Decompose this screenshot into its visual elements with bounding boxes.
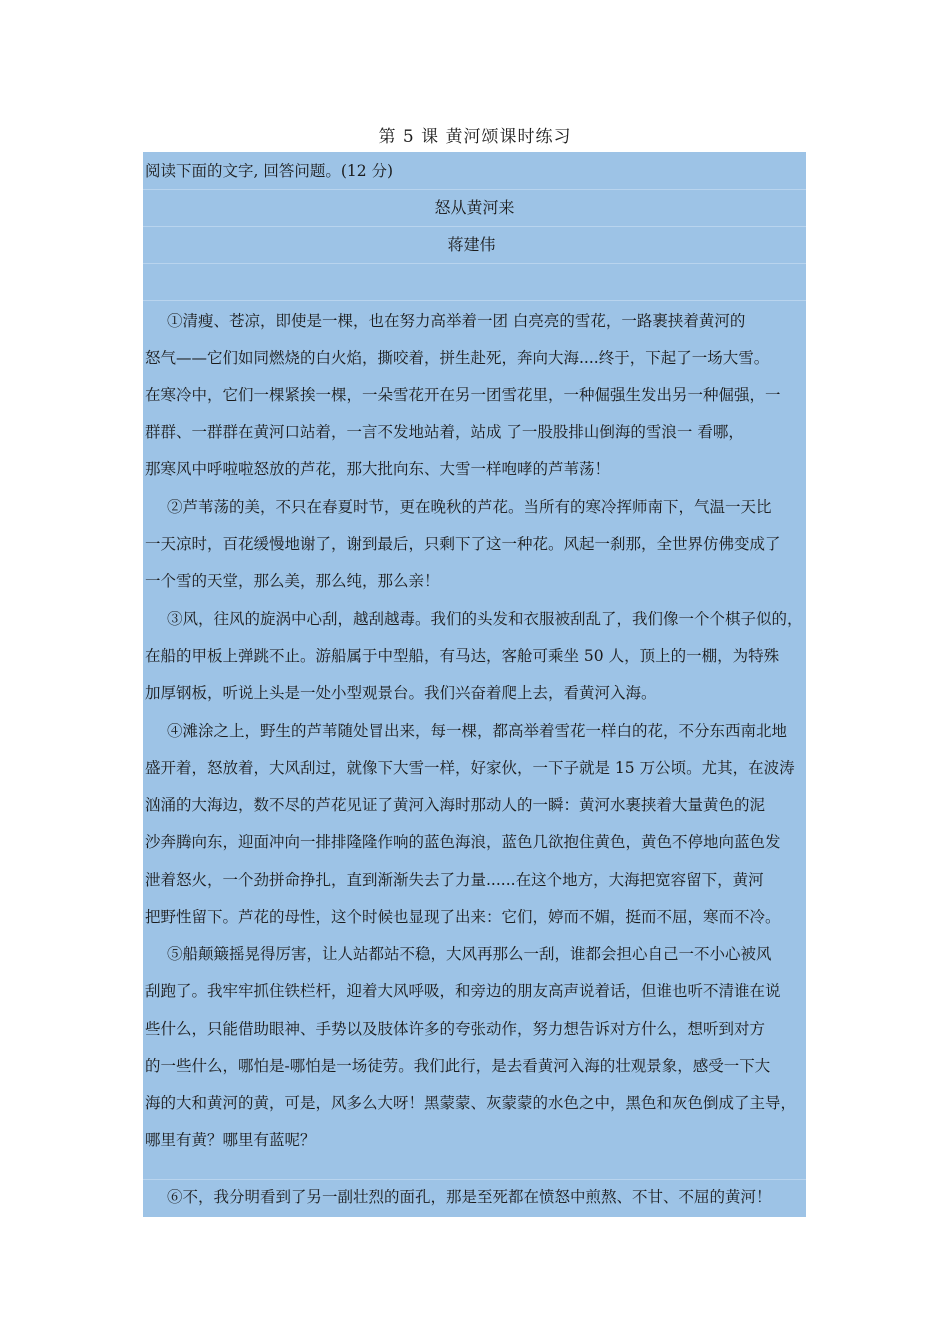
row-divider <box>143 1179 806 1180</box>
article-line: 哪里有黄？哪里有蓝呢？ <box>145 1131 316 1149</box>
row-divider <box>143 263 806 264</box>
row-divider <box>143 300 806 301</box>
article-line: 刮跑了。我牢牢抓住铁栏杆，迎着大风呼吸，和旁边的朋友高声说着话，但谁也听不清谁在说 <box>145 982 781 1000</box>
article-line: 海的大和黄河的黄，可是，风多么大呀！黑蒙蒙、灰蒙蒙的水色之中，黑色和灰色倒成了主导， <box>145 1094 797 1112</box>
article-line: 汹涌的大海边，数不尽的芦花见证了黄河入海时那动人的一瞬：黄河水裹挟着大量黄色的泥 <box>145 796 766 814</box>
article-author: 蒋建伟 <box>447 235 496 254</box>
article-title: 怒从黄河来 <box>434 198 515 217</box>
question-instruction: 阅读下面的文字, 回答问题。(12 分) <box>145 162 394 180</box>
article-line: 怒气——它们如同燃烧的白火焰，撕咬着，拼生赴死，奔向大海....终于，下起了一场大雪。 <box>145 349 770 367</box>
article-line: 那寒风中呼啦啦怒放的芦花，那大批向东、大雪一样咆哮的芦苇荡！ <box>145 460 611 478</box>
article-line: ②芦苇荡的美，不只在春夏时节，更在晚秋的芦花。当所有的寒冷挥师南下，气温一天比 <box>167 498 772 516</box>
article-line: 加厚钢板，听说上头是一处小型观景台。我们兴奋着爬上去，看黄河入海。 <box>145 684 657 702</box>
page-title: 第 5 课 黄河颂课时练习 <box>378 127 572 147</box>
article-line: 群群、一群群在黄河口站着，一言不发地站着，站成 了一股股排山倒海的雪浪一 看哪， <box>145 423 744 441</box>
article-line: 些什么，只能借助眼神、手势以及肢体许多的夸张动作，努力想告诉对方什么，想听到对方 <box>145 1020 766 1038</box>
article-line: ④滩涂之上，野生的芦苇随处冒出来，每一棵，都高举着雪花一样白的花，不分东西南北地 <box>167 722 788 740</box>
article-line: 一个雪的天堂，那么美，那么纯，那么亲！ <box>145 572 440 590</box>
article-line: 的一些什么，哪怕是-哪怕是一场徒劳。我们此行，是去看黄河入海的壮观景象，感受一下大 <box>145 1057 771 1075</box>
article-line: ⑥不，我分明看到了另一副壮烈的面孔，那是至死都在愤怒中煎熬、不甘、不屈的黄河！ <box>167 1188 772 1206</box>
article-line: 泄着怒火，一个劲拼命挣扎，直到渐渐失去了力量......在这个地方，大海把宽容留下，黄河 <box>145 871 764 889</box>
article-line: 把野性留下。芦花的母性，这个时候也显现了出来：它们，婷而不媚，挺而不屈，寒而不冷。 <box>145 908 781 926</box>
article-line: 盛开着，怒放着，大风刮过，就像下大雪一样，好家伙，一下子就是 15 万公顷。尤其，在波涛 <box>145 759 795 777</box>
article-line: 在船的甲板上弹跳不止。游船属于中型船，有马达，客舱可乘坐 50 人，顶上的一棚，为特殊 <box>145 647 780 665</box>
row-divider <box>143 189 806 190</box>
article-line: ③风，往风的旋涡中心刮，越刮越毒。我们的头发和衣服被刮乱了，我们像一个个棋子似的， <box>167 610 803 628</box>
article-line: 沙奔腾向东，迎面冲向一排排隆隆作响的蓝色海浪，蓝色几欲抱住黄色，黄色不停地向蓝色发 <box>145 833 781 851</box>
article-line: 在寒冷中，它们一棵紧挨一棵，一朵雪花开在另一团雪花里，一种倔强生发出另一种倔强，一 <box>145 386 781 404</box>
article-line: ①清瘦、苍凉，即使是一棵，也在努力高举着一团 白亮亮的雪花，一路裹挟着黄河的 <box>167 312 746 330</box>
article-line: ⑤船颠簸摇晃得厉害，让人站都站不稳，大风再那么一刮，谁都会担心自己一不小心被风 <box>167 945 772 963</box>
article-line: 一天凉时，百花缓慢地谢了，谢到最后，只剩下了这一种花。风起一刹那，全世界仿佛变成了 <box>145 535 781 553</box>
row-divider <box>143 226 806 227</box>
